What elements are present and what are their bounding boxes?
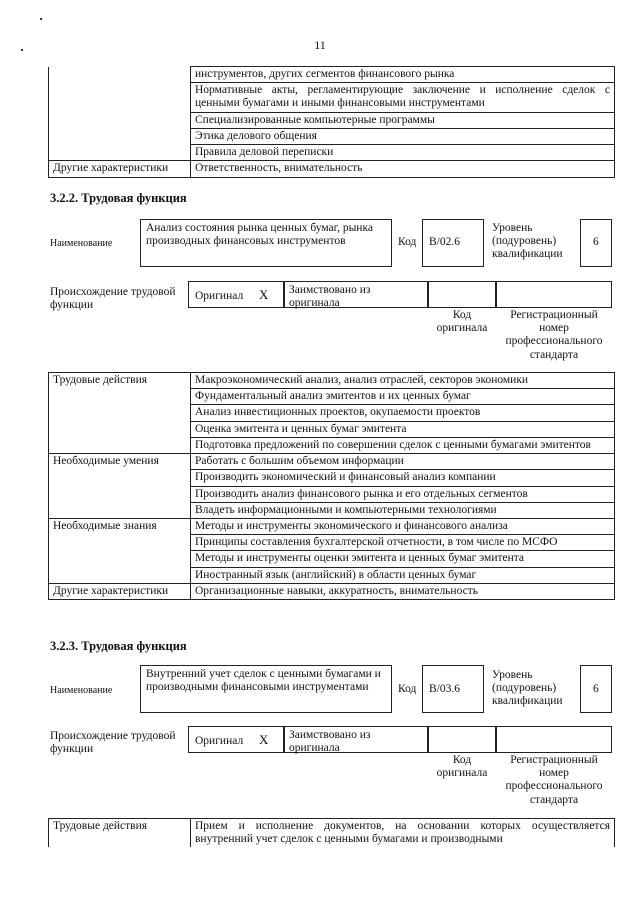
section-heading: 3.2.3. Трудовая функция: [50, 639, 187, 653]
code-original-box: [428, 281, 496, 308]
group-item: Методы и инструменты оценки эмитента и ценных бумаг эмитента: [191, 551, 615, 567]
code-original-label: Код оригинала: [436, 309, 488, 335]
function-name: Внутренний учет сделок с ценными бумагами и производными финансовыми инструментами: [146, 668, 381, 694]
function-name: Анализ состояния рынка ценных бумаг, рынка производных финансовых инструментов: [146, 222, 373, 248]
code-original-label: Код оригинала: [436, 754, 488, 780]
row-text: Специализированные компьютерные программы: [191, 112, 615, 128]
function-name-box: [140, 665, 392, 713]
level-box: [580, 665, 612, 713]
origin-label: Происхождение трудовой функции: [50, 730, 176, 756]
reg-number-label: Регистрационный номер профессионального стандарта: [505, 754, 603, 806]
qualification-level: 6: [593, 683, 599, 695]
table-row: [49, 128, 615, 144]
group-item: Принципы составления бухгалтерской отчетности, в том числе по МСФО: [191, 535, 615, 551]
row-text: инструментов, других сегментов финансового рынка: [191, 67, 615, 83]
row-label: [49, 112, 191, 128]
table-row: [49, 83, 615, 112]
row-label: [49, 145, 191, 161]
scan-speck: [21, 49, 23, 51]
row-text: Нормативные акты, регламентирующие заключение и исполнение сделок с ценными бумагами и иными финансовыми инструментами: [191, 83, 615, 112]
table-row: [49, 518, 615, 534]
group-label: Необходимые знания: [49, 518, 191, 583]
table-row: [49, 583, 615, 599]
group-label: Необходимые умения: [49, 454, 191, 519]
row-label: [49, 67, 191, 83]
table-row: [49, 145, 615, 161]
row-label: Другие характеристики: [49, 161, 191, 177]
borrowed-box: [284, 726, 428, 753]
scan-speck: [40, 18, 42, 20]
function-table-322: [48, 372, 615, 600]
group-item: Организационные навыки, аккуратность, внимательность: [191, 583, 615, 599]
original-mark: X: [259, 732, 269, 747]
table-row: [49, 454, 615, 470]
function-table-323: [48, 818, 615, 847]
page-number: 11: [314, 38, 326, 52]
borrowed-box: [284, 281, 428, 308]
table-row: [49, 373, 615, 389]
section-heading: 3.2.2. Трудовая функция: [50, 191, 187, 205]
group-item: Иностранный язык (английский) в области ценных бумаг: [191, 567, 615, 583]
function-code: B/03.6: [429, 683, 460, 695]
reg-number-label: Регистрационный номер профессионального стандарта: [505, 309, 603, 361]
table-row: [49, 112, 615, 128]
row-label: [49, 128, 191, 144]
group-item: Производить экономический и финансовый анализ компании: [191, 470, 615, 486]
row-label: [49, 83, 191, 112]
borrowed-label: Заимствовано из оригинала: [289, 729, 371, 755]
group-item: Методы и инструменты экономического и финансового анализа: [191, 518, 615, 534]
level-box: [580, 219, 612, 267]
code-label: Код: [398, 236, 417, 248]
group-item: Производить анализ финансового рынка и его отдельных сегментов: [191, 486, 615, 502]
group-item: Макроэкономический анализ, анализ отраслей, секторов экономики: [191, 373, 615, 389]
group-item: Подготовка предложений по совершении сделок с ценными бумагами эмитентов: [191, 437, 615, 453]
level-label: Уровень (подуровень) квалификации: [492, 669, 563, 708]
group-label: Трудовые действия: [49, 819, 191, 848]
level-label: Уровень (подуровень) квалификации: [492, 222, 563, 261]
table-row: [49, 819, 615, 848]
group-item: Работать с большим объемом информации: [191, 454, 615, 470]
group-label: Другие характеристики: [49, 583, 191, 599]
reg-number-box: [496, 281, 612, 308]
group-item: Анализ инвестиционных проектов, окупаемости проектов: [191, 405, 615, 421]
original-label: Оригинал: [195, 290, 244, 302]
original-box: [188, 281, 284, 308]
group-label: Трудовые действия: [49, 373, 191, 454]
group-item: Оценка эмитента и ценных бумаг эмитента: [191, 421, 615, 437]
table-row: [49, 161, 615, 177]
borrowed-label: Заимствовано из оригинала: [289, 284, 371, 310]
code-original-box: [428, 726, 496, 753]
table-row: [49, 67, 615, 83]
group-item: Владеть информационными и компьютерными технологиями: [191, 502, 615, 518]
original-box: [188, 726, 284, 753]
row-text: Ответственность, внимательность: [191, 161, 615, 177]
row-text: Этика делового общения: [191, 128, 615, 144]
name-label: Наименование: [50, 685, 113, 696]
top-table: [48, 66, 615, 178]
original-label: Оригинал: [195, 735, 244, 747]
name-label: Наименование: [50, 238, 113, 249]
function-code: B/02.6: [429, 236, 460, 248]
code-box: [422, 219, 484, 267]
group-item: Фундаментальный анализ эмитентов и их ценных бумаг: [191, 389, 615, 405]
qualification-level: 6: [593, 236, 599, 248]
group-item: Прием и исполнение документов, на основании которых осуществляется внутренний учет сделок с ценными бумагами и производными: [191, 819, 615, 848]
function-name-box: [140, 219, 392, 267]
row-text: Правила деловой переписки: [191, 145, 615, 161]
code-label: Код: [398, 683, 417, 695]
code-box: [422, 665, 484, 713]
origin-label: Происхождение трудовой функции: [50, 286, 176, 312]
original-mark: X: [259, 287, 269, 302]
reg-number-box: [496, 726, 612, 753]
